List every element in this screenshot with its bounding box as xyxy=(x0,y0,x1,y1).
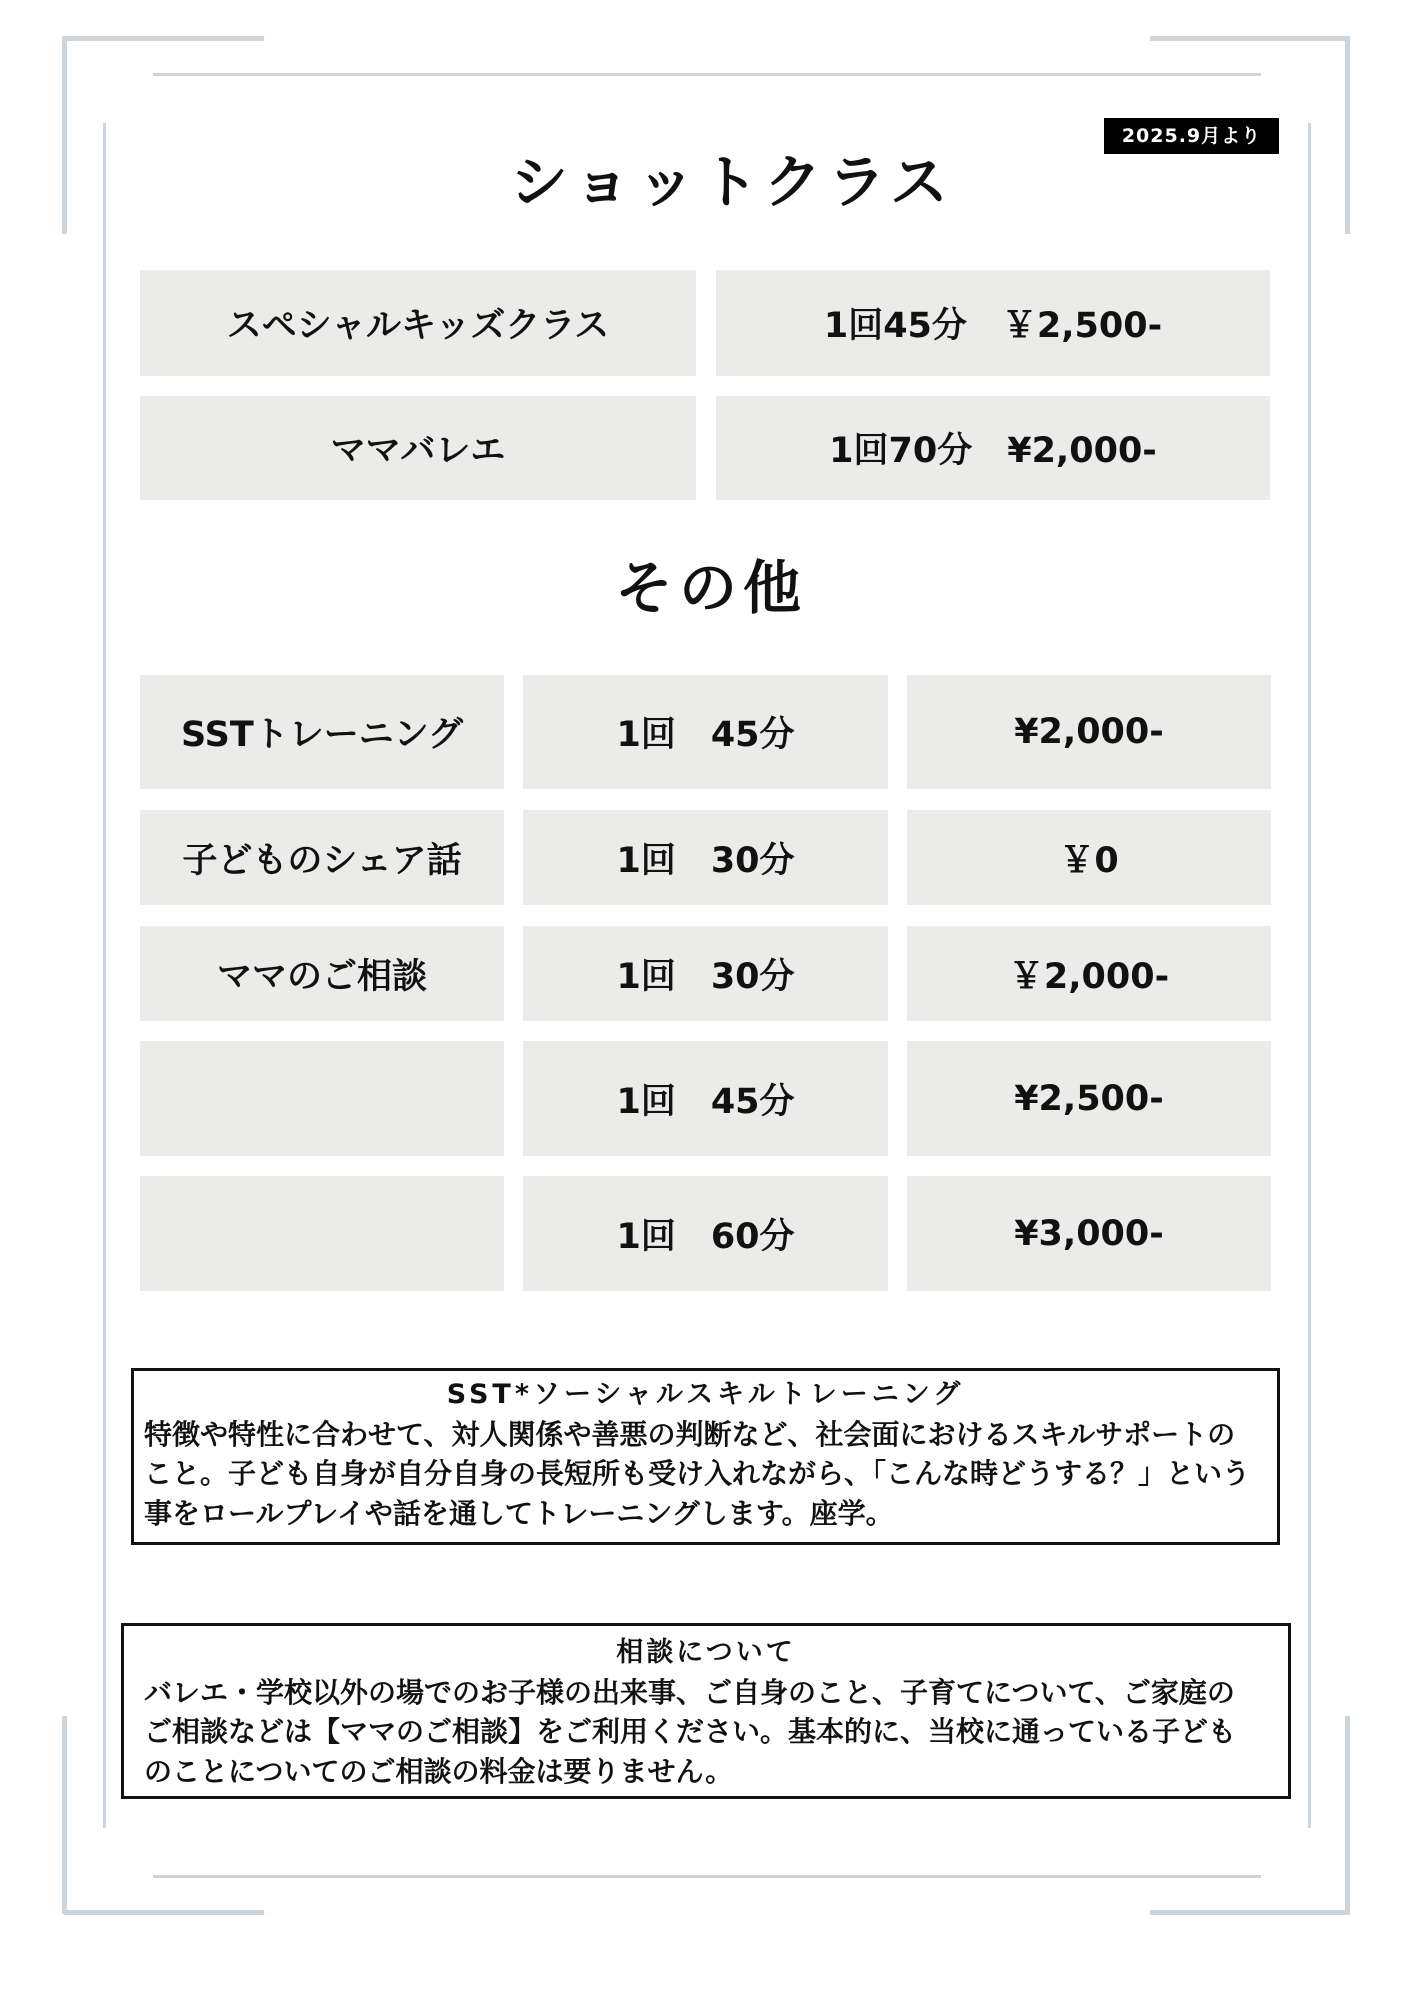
service-duration-cell: 1回 45分 xyxy=(523,675,888,789)
frame-corner-bottom-left-horizontal xyxy=(64,1910,264,1915)
frame-corner-top-right-vertical xyxy=(1345,36,1350,234)
service-price-cell: ¥3,000- xyxy=(907,1176,1271,1291)
other-service-row xyxy=(140,926,1271,1021)
service-duration-cell: 1回 30分 xyxy=(523,926,888,1021)
other-service-row xyxy=(140,675,1271,789)
consultation-note-line: ご相談などは【ママのご相談】をご利用ください。基本的に、当校に通っている子ども xyxy=(144,1715,1237,1748)
service-name-cell xyxy=(140,1041,504,1156)
consultation-note-box xyxy=(121,1623,1291,1799)
class-name-cell: スペシャルキッズクラス xyxy=(140,270,696,376)
other-services-title: その他 xyxy=(614,554,807,622)
service-duration-cell: 1回 30分 xyxy=(523,810,888,905)
consultation-note-line: のことについてのご相談の料金は要りません。 xyxy=(144,1754,734,1788)
service-name-cell: SSTトレーニング xyxy=(140,675,504,789)
frame-inner-bottom-line xyxy=(153,1875,1261,1878)
service-price-cell: ¥2,500- xyxy=(907,1041,1271,1156)
other-service-row xyxy=(140,1176,1271,1291)
class-name-cell: ママバレエ xyxy=(140,396,696,500)
sst-note-line: 事をロールプレイや話を通してトレーニングします。座学。 xyxy=(144,1496,894,1530)
other-service-row xyxy=(140,810,1271,905)
frame-corner-top-left-horizontal xyxy=(64,36,264,41)
sst-note-line: 特徴や特性に合わせて、対人関係や善悪の判断など、社会面におけるスキルサポートの xyxy=(144,1417,1236,1451)
frame-inner-top-line xyxy=(153,73,1261,76)
frame-corner-top-right-horizontal xyxy=(1150,36,1350,41)
class-detail-cell: 1回45分 ￥2,500- xyxy=(716,270,1270,376)
frame-corner-bottom-left-vertical xyxy=(62,1716,67,1914)
service-duration-cell: 1回 60分 xyxy=(523,1176,888,1291)
shot-class-title: ショットクラス xyxy=(510,148,954,216)
sst-note-line: こと。子ども自身が自分自身の長短所も受け入れながら、「こんな時どうする？」という xyxy=(144,1457,1251,1490)
effective-date-badge: 2025.9月より xyxy=(1104,118,1279,154)
frame-inner-right-line xyxy=(1308,123,1311,1828)
shot-class-row xyxy=(140,270,1270,376)
service-price-cell: ￥2,000- xyxy=(907,926,1271,1021)
shot-class-row xyxy=(140,396,1270,500)
service-duration-cell: 1回 45分 xyxy=(523,1041,888,1156)
frame-corner-bottom-right-vertical xyxy=(1345,1716,1350,1914)
service-price-cell: ￥0 xyxy=(907,810,1271,905)
frame-inner-left-line xyxy=(103,123,106,1828)
consultation-note-title: 相談について xyxy=(616,1637,796,1668)
consultation-note-line: バレエ・学校以外の場でのお子様の出来事、ご自身のこと、子育てについて、ご家庭の xyxy=(144,1675,1235,1709)
service-name-cell: 子どものシェア話 xyxy=(140,810,504,905)
sst-note-title: SST*ソーシャルスキルトレーニング xyxy=(446,1379,965,1410)
service-name-cell: ママのご相談 xyxy=(140,926,504,1021)
service-price-cell: ¥2,000- xyxy=(907,675,1271,789)
frame-corner-top-left-vertical xyxy=(62,36,67,234)
frame-corner-bottom-right-horizontal xyxy=(1150,1910,1350,1915)
service-name-cell xyxy=(140,1176,504,1291)
class-detail-cell: 1回70分 ¥2,000- xyxy=(716,396,1270,500)
sst-note-box xyxy=(131,1368,1280,1545)
other-service-row xyxy=(140,1041,1271,1156)
